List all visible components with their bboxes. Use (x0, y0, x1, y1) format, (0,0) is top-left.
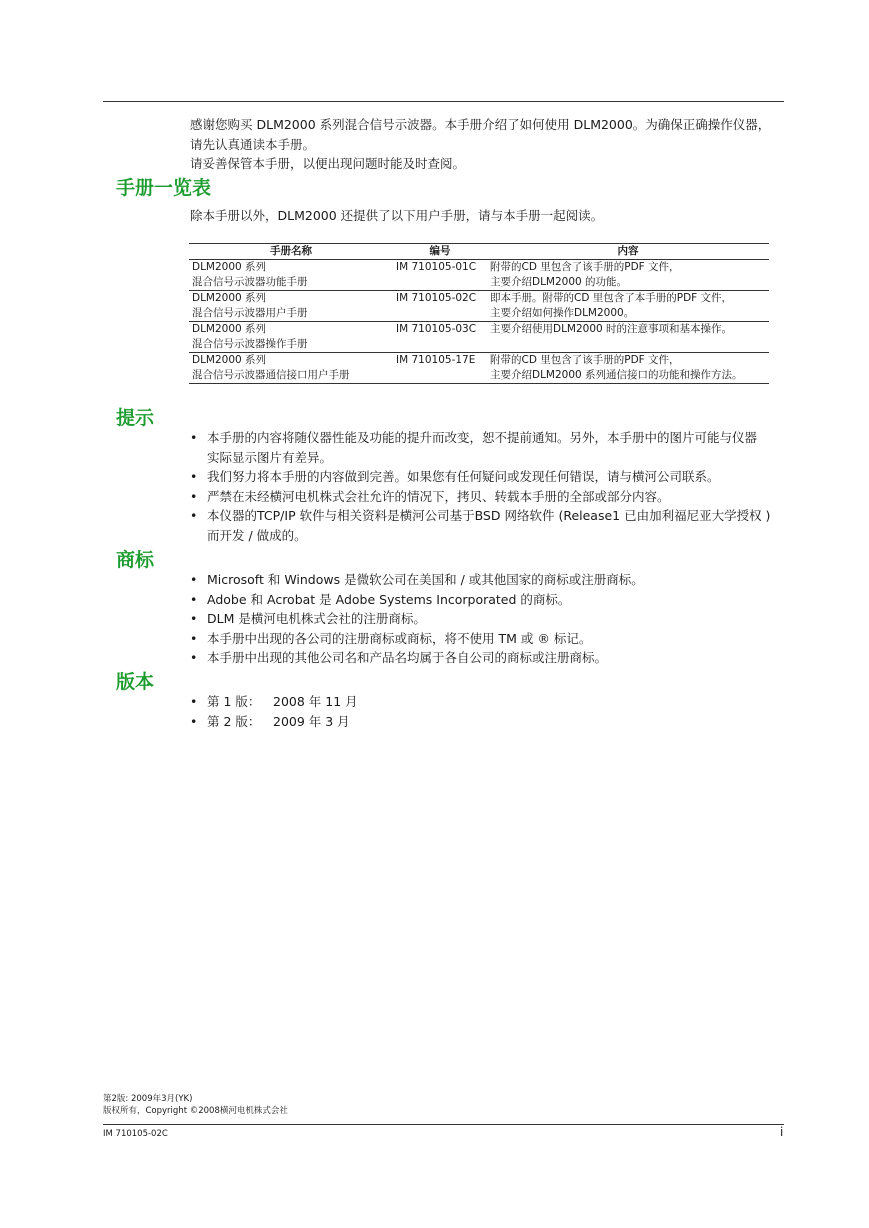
manual-name-line: 混合信号示波器通信接口用户手册 (192, 369, 350, 381)
manual-name-line: DLM2000 系列 (192, 292, 267, 304)
trademark-text: Adobe 和 Acrobat 是 Adobe Systems Incorporated 的商标。 (207, 591, 571, 607)
manual-name-line: DLM2000 系列 (192, 354, 267, 366)
bullet-icon: • (190, 430, 198, 445)
revision-label: 第 1 版： (207, 694, 261, 709)
manual-number-cell: IM 710105-17E (393, 353, 487, 384)
note-text: 本仪器的TCP/IP 软件与相关资料是横河公司基于BSD 网络软件 (Release1 已由加利福尼亚大学授权 ) (207, 508, 771, 523)
footer-rule (103, 1124, 784, 1125)
list-item (190, 712, 790, 732)
manual-table (189, 243, 769, 384)
manual-name-line: 混合信号示波器用户手册 (192, 307, 308, 319)
intro-line-1: 感谢您购买 DLM2000 系列混合信号示波器。本手册介绍了如何使用 DLM2000。为确保正确操作仪器， (190, 117, 771, 132)
manual-list-intro: 除本手册以外，DLM2000 还提供了以下用户手册，请与本手册一起阅读。 (190, 208, 604, 223)
trademark-text: DLM 是横河电机株式会社的注册商标。 (207, 611, 426, 626)
manual-content-line: 附带的CD 里包含了该手册的PDF 文件， (490, 261, 680, 273)
manual-content-line: 主要介绍DLM2000 的功能。 (490, 276, 628, 288)
bullet-icon: • (190, 630, 198, 646)
bullet-icon: • (190, 611, 198, 626)
list-item (190, 609, 790, 629)
column-header-content: 内容 (487, 244, 769, 260)
manual-content-line: 附带的CD 里包含了该手册的PDF 文件， (490, 354, 680, 366)
manual-list-heading: 手册一览表 (116, 177, 212, 199)
trademark-text: 本手册中出现的各公司的注册商标或商标，将不使用 TM 或 ® 标记。 (207, 630, 592, 646)
footer-doc-number: IM 710105-02C (103, 1129, 168, 1139)
manual-content-line: 主要介绍DLM2000 系列通信接口的功能和操作方法。 (490, 369, 743, 381)
revision-date: 2009 年 3 月 (273, 713, 350, 729)
manual-name-cell (189, 322, 393, 353)
bullet-icon: • (190, 469, 198, 484)
manual-name-line: DLM2000 系列 (192, 323, 267, 335)
revisions-list (190, 692, 790, 731)
manual-number-cell: IM 710105-02C (393, 291, 487, 322)
table-header-row (189, 244, 769, 260)
note-text: 本手册的内容将随仪器性能及功能的提升而改变，恕不提前通知。另外，本手册中的图片可能与仪器 (207, 430, 758, 445)
manual-number-cell: IM 710105-01C (393, 260, 487, 291)
table-row (189, 353, 769, 384)
manual-content-line: 即本手册。附带的CD 里包含了本手册的PDF 文件， (490, 292, 733, 304)
list-item (190, 629, 790, 649)
manual-content-line: 主要介绍使用DLM2000 时的注意事项和基本操作。 (490, 323, 733, 335)
manual-name-cell (189, 260, 393, 291)
table-row (189, 291, 769, 322)
bullet-icon: • (190, 591, 198, 607)
manual-content-cell (487, 291, 769, 322)
footer-edition: 第2版: 2009年3月(YK) (103, 1094, 193, 1104)
intro-paragraph (190, 115, 790, 174)
intro-line-2: 请先认真通读本手册。 (190, 136, 316, 152)
column-header-name: 手册名称 (189, 244, 393, 260)
trademark-text: Microsoft 和 Windows 是微软公司在美国和 / 或其他国家的商标或注册商标。 (207, 572, 644, 587)
note-text: 严禁在未经横河电机株式会社允许的情况下，拷贝、转载本手册的全部或部分内容。 (207, 488, 670, 504)
column-header-number: 编号 (393, 244, 487, 260)
footer-copyright: 版权所有，Copyright ©2008横河电机株式会社 (103, 1106, 288, 1116)
manual-content-cell (487, 353, 769, 384)
bullet-icon: • (190, 508, 198, 523)
note-text: 实际显示图片有差异。 (207, 449, 333, 465)
bullet-icon: • (190, 650, 198, 665)
list-item (190, 570, 790, 590)
table-row (189, 322, 769, 353)
list-item (190, 590, 790, 610)
list-item (190, 506, 790, 545)
bullet-icon: • (190, 713, 198, 729)
page-number: i (780, 1125, 784, 1139)
list-item (190, 467, 790, 487)
manual-content-line (490, 337, 766, 352)
revision-label: 第 2 版： (207, 713, 261, 729)
manual-content-cell (487, 260, 769, 291)
top-rule (103, 101, 784, 102)
manual-name-cell (189, 353, 393, 384)
manual-number-cell: IM 710105-03C (393, 322, 487, 353)
trademarks-list (190, 570, 790, 668)
manual-name-line: 混合信号示波器功能手册 (192, 276, 308, 288)
notes-list (190, 428, 790, 545)
manual-name-line: DLM2000 系列 (192, 261, 267, 273)
table-row (189, 260, 769, 291)
manual-content-cell (487, 322, 769, 353)
revision-date: 2008 年 11 月 (273, 694, 358, 709)
bullet-icon: • (190, 572, 198, 587)
manual-name-cell (189, 291, 393, 322)
list-item (190, 648, 790, 668)
list-item (190, 487, 790, 507)
bullet-icon: • (190, 694, 198, 709)
manual-name-line: 混合信号示波器操作手册 (192, 338, 308, 350)
note-text: 我们努力将本手册的内容做到完善。如果您有任何疑问或发现任何错误，请与横河公司联系。 (207, 469, 720, 484)
intro-line-3: 请妥善保管本手册，以便出现问题时能及时查阅。 (190, 156, 466, 171)
manual-content-line: 主要介绍如何操作DLM2000。 (490, 307, 635, 319)
trademark-text: 本手册中出现的其他公司名和产品名均属于各自公司的商标或注册商标。 (207, 650, 608, 665)
list-item (190, 428, 790, 467)
note-text: 而开发 / 做成的。 (207, 527, 307, 543)
revisions-heading: 版本 (116, 671, 155, 693)
trademarks-heading: 商标 (116, 549, 155, 571)
list-item (190, 692, 790, 712)
bullet-icon: • (190, 488, 198, 504)
notes-heading: 提示 (116, 407, 155, 429)
